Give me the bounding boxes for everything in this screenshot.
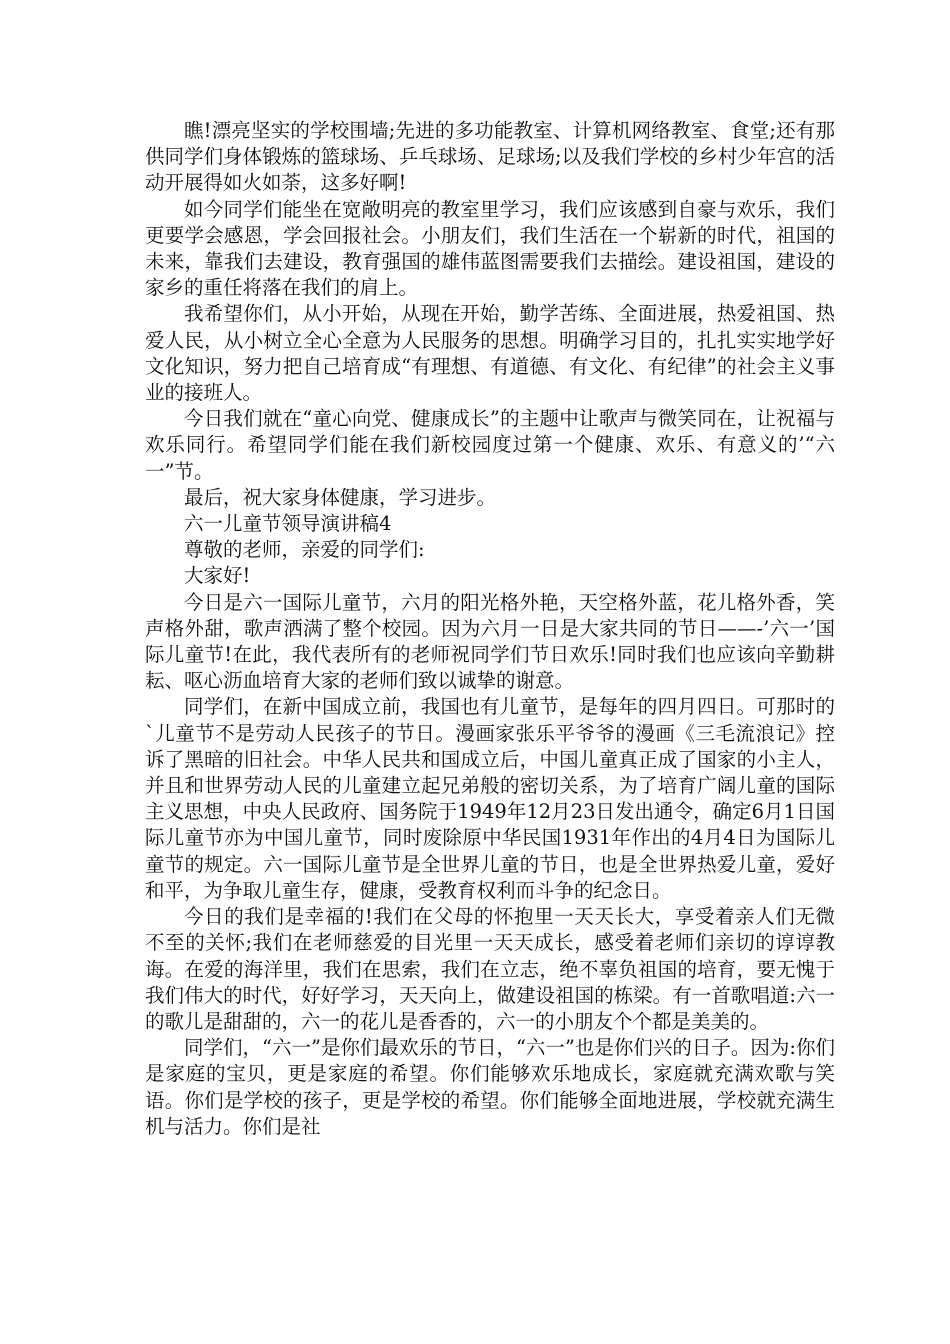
paragraph: 今日是六一国际儿童节，六月的阳光格外艳，天空格外蓝，花儿格外香，笑声格外甜，歌声洒满了整个校园。因为六月一日是大家共同的节日——-’六一’国际儿童节!在此，我代表所有的老师祝同学们节日欢乐!同时我们也应该向辛勤耕耘、呕心沥血培育大家的老师们致以诚挚的谢意。 — [145, 590, 835, 693]
paragraph: 同学们，在新中国成立前，我国也有儿童节，是每年的四月四日。可那时的`儿童节不是劳动人民孩子的节日。漫画家张乐平爷爷的漫画《三毛流浪记》控诉了黑暗的旧社会。中华人民共和国成立后，中国儿童真正成了国家的小主人，并且和世界劳动人民的儿童建立起兄弟般的密切关系，为了培育广阔儿童的国际主义思想，中央人民政府、国务院于1949年12月23日发出通令，确定6月1日国际儿童节亦为中国儿童节，同时废除原中华民国1931年作出的4月4日为国际儿童节的规定。六一国际儿童节是全世界儿童的节日，也是全世界热爱儿童，爱好和平，为争取儿童生存，健康，受教育权利而斗争的纪念日。 — [145, 695, 835, 902]
section-heading: 六一儿童节领导演讲稿4 — [184, 512, 392, 536]
salutation: 尊敬的老师，亲爱的同学们: — [184, 538, 425, 562]
paragraph: 今日的我们是幸福的!我们在父母的怀抱里一天天长大，享受着亲人们无微不至的关怀;我们在老师慈爱的目光里一天天成长，感受着老师们亲切的谆谆教诲。在爱的海洋里，我们在思索，我们在立志，绝不辜负祖国的培育，要无愧于我们伟大的时代，好好学习，天天向上，做建设祖国的栋梁。有一首歌唱道:六一的歌儿是甜甜的，六一的花儿是香香的，六一的小朋友个个都是美美的。 — [145, 905, 835, 1033]
paragraph: 如今同学们能坐在宽敞明亮的教室里学习，我们应该感到自豪与欢乐，我们更要学会感恩，学会回报社会。小朋友们，我们生活在一个崭新的时代，祖国的未来，靠我们去建设，教育强国的雄伟蓝图需要我们去描绘。建设祖国，建设的家乡的重任将落在我们的肩上。 — [145, 197, 835, 300]
paragraph: 同学们，“六一”是你们最欢乐的节日，“六一”也是你们兴的日子。因为:你们是家庭的宝贝，更是家庭的希望。你们能够欢乐地成长，家庭就充满欢歌与笑语。你们是学校的孩子，更是学校的希望。你们能够全面地进展，学校就充满生机与活力。你们是社 — [145, 1036, 835, 1138]
paragraph: 我希望你们，从小开始，从现在开始，勤学苦练、全面进展，热爱祖国、热爱人民，从小树立全心全意为人民服务的思想。明确学习目的，扎扎实实地学好文化知识，努力把自己培育成“有理想、有道德、有文化、有纪律”的社会主义事业的接班人。 — [145, 302, 835, 405]
document-body — [145, 118, 835, 1140]
paragraph: 瞧!漂亮坚实的学校围墙;先进的多功能教室、计算机网络教室、食堂;还有那供同学们身体锻炼的篮球场、乒乓球场、足球场;以及我们学校的乡村少年宫的活动开展得如火如荼，这多好啊! — [145, 119, 835, 195]
paragraph: 最后，祝大家身体健康，学习进步。 — [184, 485, 497, 509]
paragraph: 今日我们就在“童心向党、健康成长”的主题中让歌声与微笑同在，让祝福与欢乐同行。希望同学们能在我们新校园度过第一个健康、欢乐、有意义的’“六一”节。 — [145, 407, 835, 483]
greeting: 大家好! — [184, 564, 251, 588]
